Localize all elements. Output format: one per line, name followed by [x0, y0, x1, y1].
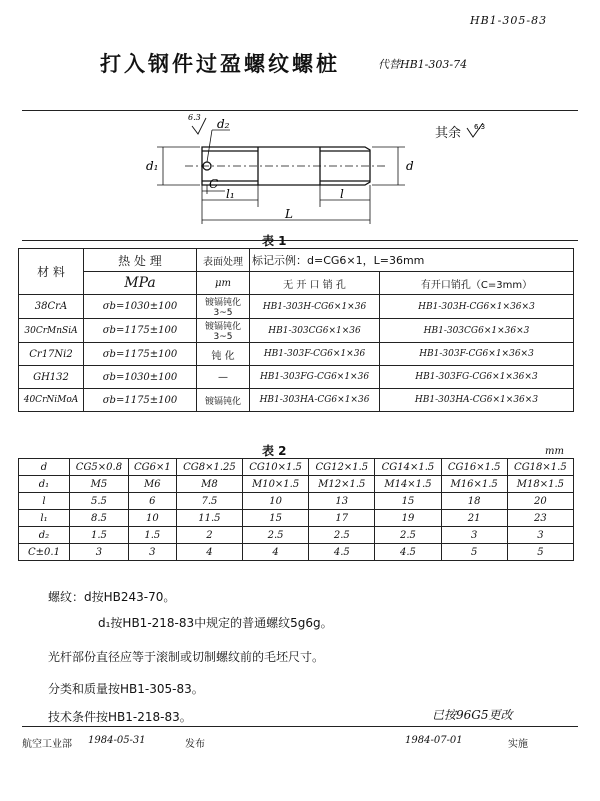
table-cell: 19: [375, 510, 441, 527]
table1-caption: 表 1: [262, 234, 287, 248]
table-cell: CG8×1.25: [176, 459, 242, 476]
footer-impl-date: 1984-07-01: [405, 735, 463, 746]
note-thread: 螺纹：d按HB243-70。: [48, 590, 176, 604]
bottom-rule: [22, 726, 578, 727]
table-row: [19, 476, 574, 493]
table-cell: CG18×1.5: [507, 459, 573, 476]
t1-head-no-hole: 无 开 口 销 孔: [250, 272, 380, 295]
revision-note: 已按96G5更改: [432, 708, 513, 722]
note-tech: 技术条件按HB1-218-83。: [48, 710, 192, 724]
t1-head-example: 标记示例：d=CG6×1，L=36mm: [250, 249, 574, 272]
table-cell: 3: [507, 527, 573, 544]
table-cell: 21: [441, 510, 507, 527]
l1-label: l₁: [226, 187, 235, 201]
c-label: C: [209, 177, 219, 191]
cell-with-hole: HB1-303H-CG6×1×36×3: [380, 295, 574, 319]
table-row: [19, 527, 574, 544]
table-cell: 6: [128, 493, 176, 510]
standard-number: HB1-305-83: [470, 14, 548, 27]
table-cell: 4.5: [309, 544, 375, 561]
table-cell: 3: [441, 527, 507, 544]
t1-head-with-hole: 有开口销孔（C=3mm）: [380, 272, 574, 295]
table-cell: 23: [507, 510, 573, 527]
ra-top: 6.3: [188, 113, 201, 122]
cell-no-hole: HB1-303HA-CG6×1×36: [250, 389, 380, 412]
cell-no-hole: HB1-303H-CG6×1×36: [250, 295, 380, 319]
stud-drawing: [130, 112, 430, 242]
cell-no-hole: HB1-303CG6×1×36: [250, 319, 380, 343]
table-row: [19, 319, 574, 343]
cell-with-hole: HB1-303F-CG6×1×36×3: [380, 343, 574, 366]
table-cell: 3: [70, 544, 129, 561]
surface-rest: [435, 122, 487, 141]
table-cell: M8: [176, 476, 242, 493]
note-d1: d₁按HB1-218-83中规定的普通螺纹5g6g。: [98, 616, 333, 630]
table-cell: M16×1.5: [441, 476, 507, 493]
table-cell: CG5×0.8: [70, 459, 129, 476]
cell-no-hole: HB1-303F-CG6×1×36: [250, 343, 380, 366]
table-cell: CG14×1.5: [375, 459, 441, 476]
table-row: [19, 295, 574, 319]
cell-heat: σb=1175±100: [84, 389, 197, 412]
rest-ra: 6.3: [474, 123, 486, 131]
table-cell: 5: [441, 544, 507, 561]
cell-material: 40CrNiMoA: [19, 389, 84, 412]
cell-surface: 镀镉钝化: [197, 389, 250, 412]
footer-issue-label: 发布: [185, 739, 205, 750]
table-cell: M14×1.5: [375, 476, 441, 493]
L-label: L: [285, 207, 293, 221]
table-cell: 10: [243, 493, 309, 510]
table-cell: 20: [507, 493, 573, 510]
table1: [18, 248, 574, 412]
replaces-standard: 代替HB1-303-74: [378, 58, 468, 71]
table-cell: 2.5: [243, 527, 309, 544]
cell-heat: σb=1030±100: [84, 366, 197, 389]
top-rule: [22, 110, 578, 111]
row-label: l₁: [19, 510, 70, 527]
page-title: 打入钢件过盈螺纹螺桩: [100, 52, 340, 76]
table-cell: M6: [128, 476, 176, 493]
table-cell: 10: [128, 510, 176, 527]
table-cell: 3: [128, 544, 176, 561]
table-cell: 2.5: [375, 527, 441, 544]
table-cell: 18: [441, 493, 507, 510]
table-cell: 8.5: [70, 510, 129, 527]
row-label: d₂: [19, 527, 70, 544]
footer-impl-label: 实施: [508, 739, 528, 750]
footer-issue-date: 1984-05-31: [88, 735, 146, 746]
cell-material: 30CrMnSiA: [19, 319, 84, 343]
table-row: [19, 366, 574, 389]
table-cell: 1.5: [128, 527, 176, 544]
table-cell: CG12×1.5: [309, 459, 375, 476]
t1-head-material: 材 料: [19, 249, 84, 295]
cell-no-hole: HB1-303FG-CG6×1×36: [250, 366, 380, 389]
table-cell: 7.5: [176, 493, 242, 510]
table-cell: M12×1.5: [309, 476, 375, 493]
t1-head-heat-unit: MPa: [84, 272, 197, 295]
table-cell: 4: [176, 544, 242, 561]
table-cell: CG10×1.5: [243, 459, 309, 476]
d1-label: d₁: [146, 159, 159, 173]
table-row: [19, 459, 574, 476]
rest-label: 其余: [435, 126, 462, 141]
table-cell: 4: [243, 544, 309, 561]
cell-heat: σb=1175±100: [84, 343, 197, 366]
table-cell: M10×1.5: [243, 476, 309, 493]
row-label: d₁: [19, 476, 70, 493]
cell-with-hole: HB1-303CG6×1×36×3: [380, 319, 574, 343]
d2-label: d₂: [217, 117, 230, 131]
table-cell: 1.5: [70, 527, 129, 544]
mid-rule: [22, 240, 578, 241]
table-cell: 5.5: [70, 493, 129, 510]
cell-with-hole: HB1-303HA-CG6×1×36×3: [380, 389, 574, 412]
t1-head-heat: 热 处 理: [84, 249, 197, 272]
row-label: d: [19, 459, 70, 476]
cell-heat: σb=1030±100: [84, 295, 197, 319]
roughness-icon: [465, 123, 487, 139]
table-cell: 5: [507, 544, 573, 561]
table2: [18, 458, 574, 561]
note-shank: 光杆部份直径应等于滚制或切制螺纹前的毛坯尺寸。: [48, 650, 325, 664]
cell-with-hole: HB1-303FG-CG6×1×36×3: [380, 366, 574, 389]
table-row: [19, 389, 574, 412]
t1-head-surface-unit: μm: [197, 272, 250, 295]
l-label: l: [340, 187, 344, 201]
table-row: [19, 544, 574, 561]
cell-surface: 镀镉钝化 3~5: [197, 295, 250, 319]
table-cell: 11.5: [176, 510, 242, 527]
row-label: C±0.1: [19, 544, 70, 561]
note-classification: 分类和质量按HB1-305-83。: [48, 682, 204, 696]
cell-surface: 钝 化: [197, 343, 250, 366]
table-cell: 15: [375, 493, 441, 510]
table-cell: M18×1.5: [507, 476, 573, 493]
table-cell: M5: [70, 476, 129, 493]
table-row: [19, 493, 574, 510]
cell-material: GH132: [19, 366, 84, 389]
cell-heat: σb=1175±100: [84, 319, 197, 343]
table-cell: 2.5: [309, 527, 375, 544]
table-row: [19, 343, 574, 366]
table-cell: CG16×1.5: [441, 459, 507, 476]
row-label: l: [19, 493, 70, 510]
table-cell: 15: [243, 510, 309, 527]
table-cell: 4.5: [375, 544, 441, 561]
cell-surface: —: [197, 366, 250, 389]
table-cell: 2: [176, 527, 242, 544]
footer-org: 航空工业部: [22, 739, 72, 750]
table-cell: CG6×1: [128, 459, 176, 476]
d-label: d: [406, 159, 414, 173]
table-cell: 13: [309, 493, 375, 510]
table2-unit: mm: [545, 446, 564, 457]
table2-caption: 表 2: [262, 444, 287, 458]
table-cell: 17: [309, 510, 375, 527]
cell-material: Cr17Ni2: [19, 343, 84, 366]
t1-head-surface: 表面处理: [197, 249, 250, 272]
cell-surface: 镀镉钝化 3~5: [197, 319, 250, 343]
cell-material: 38CrA: [19, 295, 84, 319]
table-row: [19, 510, 574, 527]
